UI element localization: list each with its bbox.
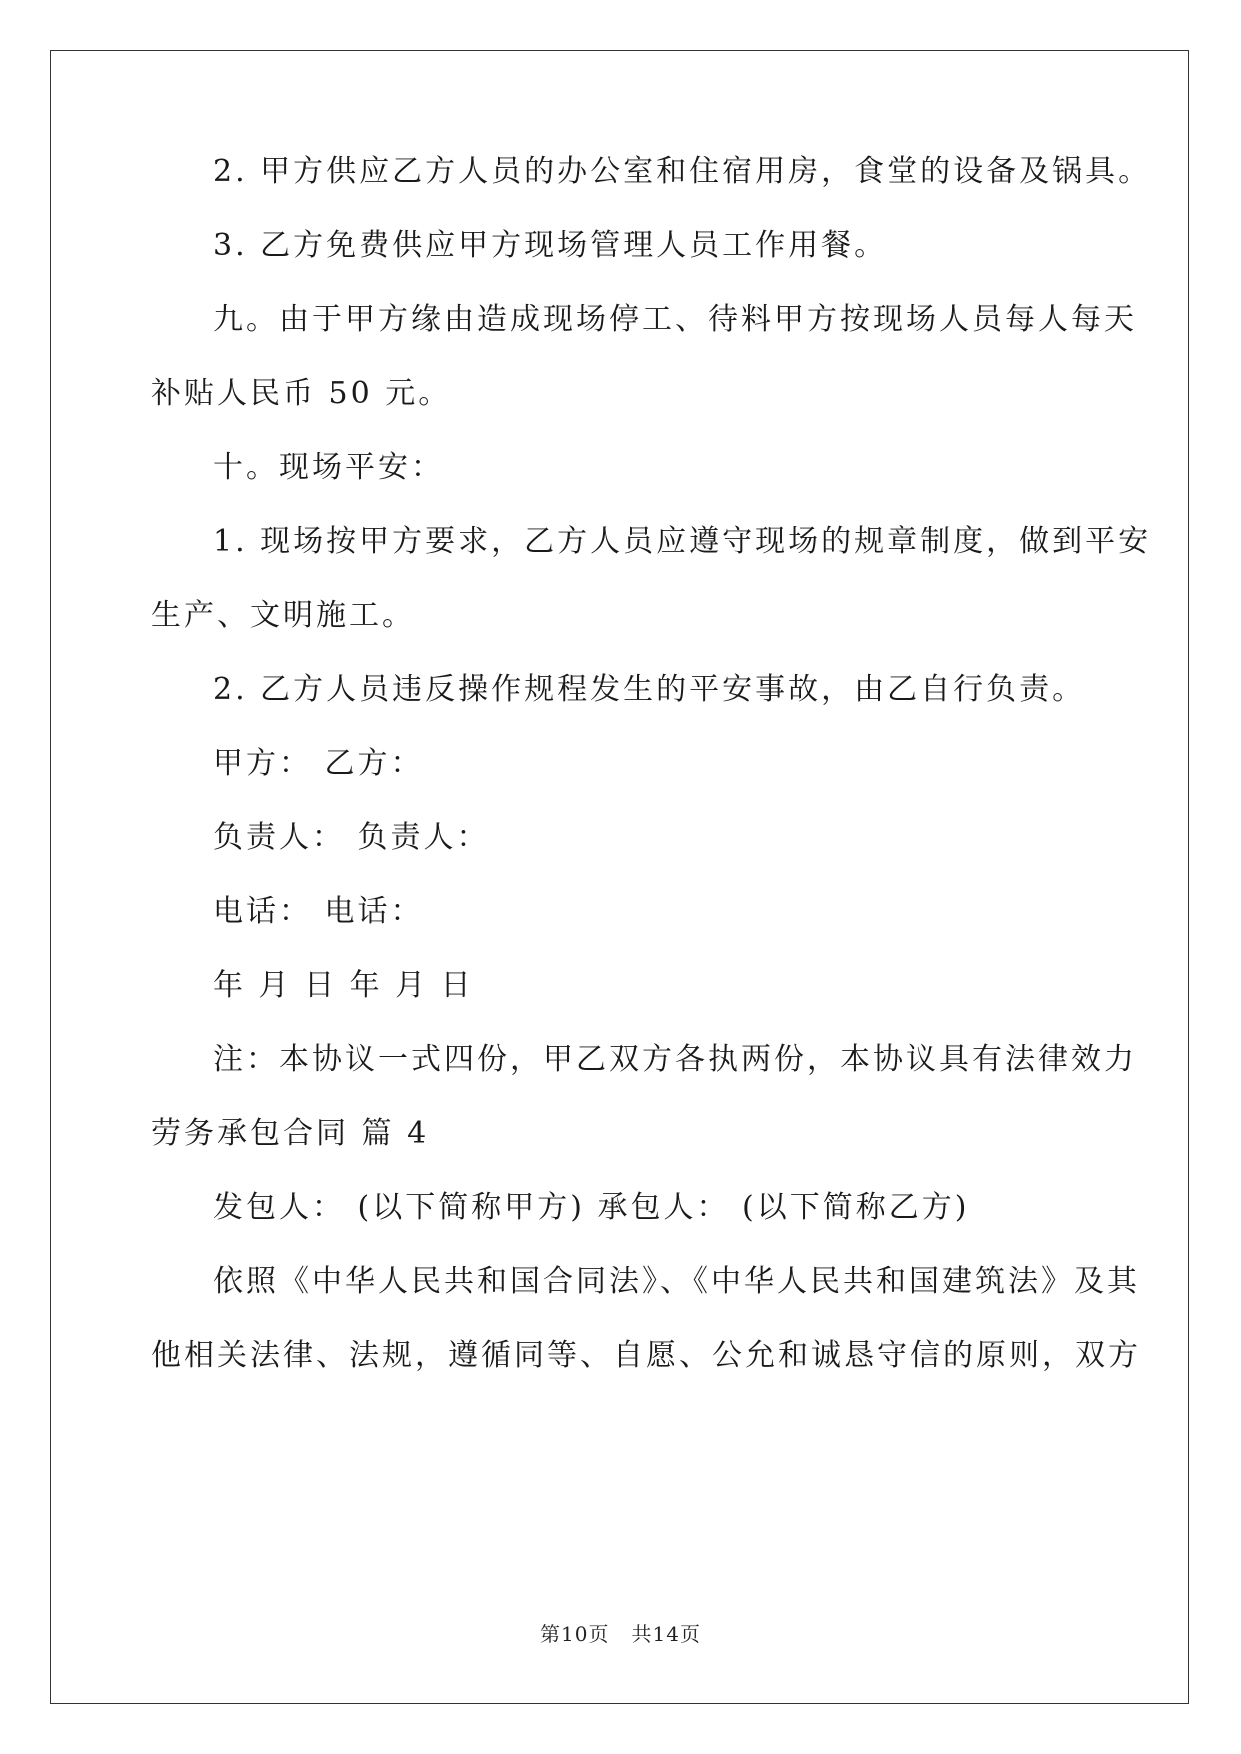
signature-responsible-line: 负责人： 负责人： bbox=[213, 820, 490, 855]
paragraph-line: 十。现场平安： bbox=[213, 450, 444, 485]
page-number: 第10页 bbox=[540, 1622, 610, 1646]
paragraph-line: 3. 乙方免费供应甲方现场管理人员工作用餐。 bbox=[213, 228, 888, 263]
paragraph-line: 生产、文明施工。 bbox=[151, 598, 415, 633]
paragraph-line: 补贴人民币 50 元。 bbox=[151, 376, 452, 411]
paragraph-line: 2. 甲方供应乙方人员的办公室和住宿用房，食堂的设备及锅具。 bbox=[213, 154, 1152, 189]
signature-party-line: 甲方： 乙方： bbox=[213, 746, 424, 781]
page-border bbox=[50, 50, 1189, 1704]
paragraph-line: 他相关法律、法规，遵循同等、自愿、公允和诚恳守信的原则，双方 bbox=[151, 1338, 1141, 1373]
paragraph-line: 注：本协议一式四份，甲乙双方各执两份，本协议具有法律效力 bbox=[213, 1042, 1137, 1077]
signature-phone-line: 电话： 电话： bbox=[213, 894, 424, 929]
signature-date-line: 年 月 日 年 月 日 bbox=[213, 968, 474, 1003]
page-footer bbox=[0, 1622, 1241, 1646]
paragraph-line: 依照《中华人民共和国合同法》、《中华人民共和国建筑法》及其 bbox=[213, 1264, 1140, 1299]
paragraph-line: 九。由于甲方缘由造成现场停工、待料甲方按现场人员每人每天 bbox=[213, 302, 1137, 337]
page-total: 共14页 bbox=[631, 1622, 701, 1646]
section-heading: 劳务承包合同 篇 4 bbox=[151, 1116, 430, 1151]
paragraph-line: 2. 乙方人员违反操作规程发生的平安事故，由乙自行负责。 bbox=[213, 672, 1086, 707]
paragraph-line: 发包人： (以下简称甲方) 承包人： (以下简称乙方) bbox=[213, 1190, 970, 1225]
paragraph-line: 1. 现场按甲方要求，乙方人员应遵守现场的规章制度，做到平安 bbox=[213, 524, 1152, 559]
